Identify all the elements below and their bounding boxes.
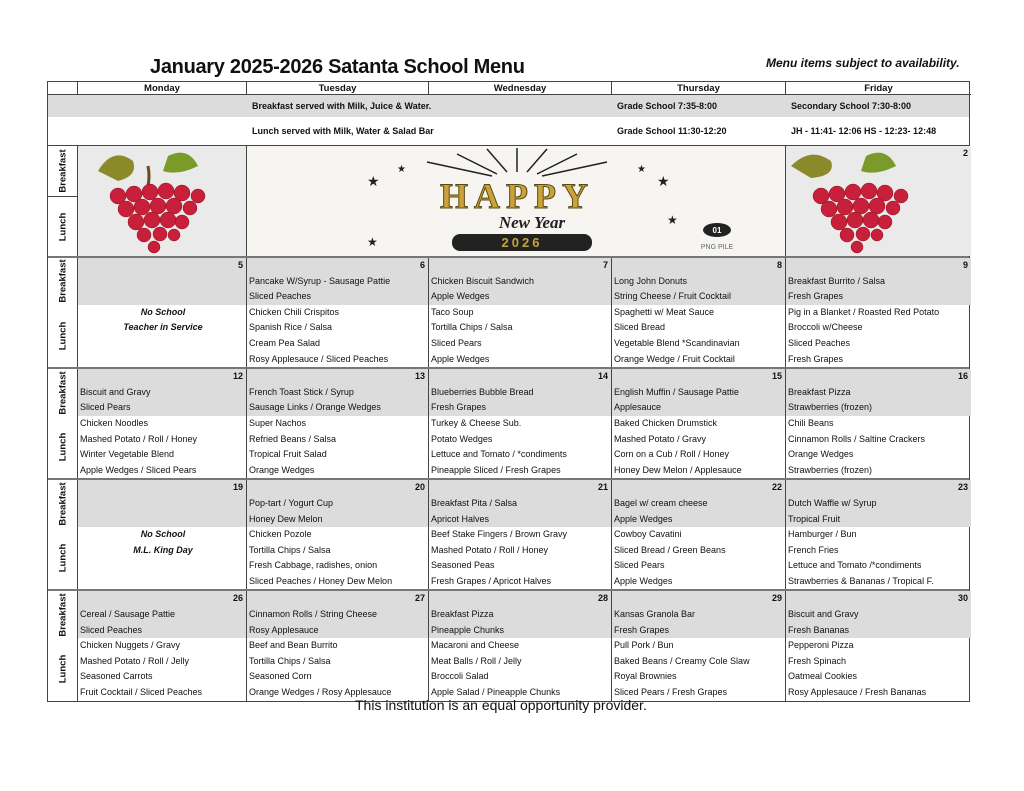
header-monday: Monday xyxy=(78,82,247,95)
day-number: 12 xyxy=(232,371,243,382)
menu-item: Sliced Pears xyxy=(431,337,482,348)
menu-item: Mashed Potato / Gravy xyxy=(614,433,707,444)
menu-item: Broccoli Salad xyxy=(431,671,489,682)
lunch-cell-monday xyxy=(78,305,247,367)
empty-line xyxy=(80,352,246,368)
menu-item: Breakfast Burrito / Salsa xyxy=(788,275,886,286)
day-number: 26 xyxy=(232,593,243,604)
happy-new-year-banner xyxy=(247,146,786,256)
day-number: 14 xyxy=(597,371,608,382)
menu-item: Cowboy Cavatini xyxy=(614,529,682,540)
lunch-cell-wednesday xyxy=(429,305,612,367)
menu-item: Fresh Grapes xyxy=(788,353,844,364)
menu-item: Biscuit and Gravy xyxy=(80,386,151,397)
breakfast-cell-wednesday xyxy=(429,591,612,638)
breakfast-row xyxy=(48,591,969,638)
info-blank xyxy=(78,117,247,145)
lunch-cell-wednesday xyxy=(429,527,612,589)
menu-item: French Fries xyxy=(788,544,839,555)
week-2 xyxy=(48,367,969,478)
menu-item: Potato Wedges xyxy=(431,433,493,444)
breakfast-label: Breakfast xyxy=(57,149,68,193)
menu-item: Tortilla Chips / Salsa xyxy=(249,655,331,666)
happy-new-year-image xyxy=(247,146,786,256)
menu-item: Cinnamon Rolls / String Cheese xyxy=(249,609,378,620)
lunch-side xyxy=(48,305,78,367)
menu-item: Bagel w/ cream cheese xyxy=(614,497,708,508)
day-number: 7 xyxy=(602,260,608,270)
week-3 xyxy=(48,478,969,589)
day-number: 30 xyxy=(957,593,968,604)
menu-item: Rosy Applesauce / Fresh Bananas xyxy=(788,687,927,698)
menu-item: Strawberries (frozen) xyxy=(788,464,873,475)
new-year-row xyxy=(48,145,969,256)
side-labels xyxy=(48,146,78,256)
lunch-cell-monday xyxy=(78,416,247,478)
day-number: 13 xyxy=(414,371,425,382)
banner-watermark: PNG PILE xyxy=(700,244,734,251)
menu-item: Breakfast Pizza xyxy=(788,386,851,397)
lunch-secondary-time: JH - 11:41- 12:06 HS - 12:23- 12:48 xyxy=(791,126,937,136)
lunch-label: Lunch xyxy=(57,321,68,351)
menu-item: Strawberries & Bananas / Tropical F. xyxy=(788,575,934,586)
banner-new-year: New Year xyxy=(498,213,566,232)
lunch-side xyxy=(48,416,78,478)
lunch-cell-tuesday xyxy=(247,305,429,367)
no-school-note: No School xyxy=(140,306,186,317)
menu-item: Seasoned Peas xyxy=(431,560,495,571)
day-number: 27 xyxy=(414,593,425,604)
lunch-cell-monday xyxy=(78,527,247,589)
day-number: 6 xyxy=(419,260,425,270)
breakfast-cell-wednesday xyxy=(429,369,612,416)
lunch-cell-tuesday xyxy=(247,416,429,478)
menu-item: Rosy Applesauce / Sliced Peaches xyxy=(249,353,389,364)
lunch-cell-tuesday xyxy=(247,638,429,700)
menu-item: Orange Wedge / Fruit Cocktail xyxy=(614,353,735,364)
banner-happy: HAPPY xyxy=(440,176,594,216)
menu-item: Meat Balls / Roll / Jelly xyxy=(431,655,522,666)
day-number: 19 xyxy=(232,482,243,493)
menu-calendar xyxy=(47,81,970,702)
breakfast-side xyxy=(48,369,78,416)
menu-item: Sliced Bread / Green Beans xyxy=(614,544,726,555)
header-thursday: Thursday xyxy=(612,82,786,95)
menu-item: Winter Vegetable Blend xyxy=(80,449,175,460)
breakfast-cell-friday xyxy=(786,591,971,638)
empty-line xyxy=(80,574,246,590)
lunch-cell-friday xyxy=(786,638,971,700)
menu-item: Sliced Pears xyxy=(614,560,665,571)
menu-item: Refried Beans / Salsa xyxy=(249,433,337,444)
day-number: 21 xyxy=(597,482,608,493)
menu-item: French Toast Stick / Syrup xyxy=(249,386,354,397)
day-number: 23 xyxy=(957,482,968,493)
menu-item xyxy=(80,289,246,305)
menu-item: Strawberries (frozen) xyxy=(788,402,873,413)
lunch-row xyxy=(48,527,969,589)
breakfast-side xyxy=(48,258,78,305)
menu-item: Orange Wedges xyxy=(788,449,854,460)
menu-item: Apple Wedges xyxy=(614,575,673,586)
lunch-cell-tuesday xyxy=(247,527,429,589)
menu-item: Lettuce and Tomato / *condiments xyxy=(431,449,567,460)
header-corner xyxy=(48,82,78,95)
lunch-cell-friday xyxy=(786,527,971,589)
menu-item: Applesauce xyxy=(614,402,662,413)
menu-item: Sliced Peaches / Honey Dew Melon xyxy=(249,575,393,586)
menu-item: Baked Chicken Drumstick xyxy=(614,417,718,428)
breakfast-row xyxy=(48,258,969,305)
lunch-side xyxy=(48,527,78,589)
menu-item: Sliced Peaches xyxy=(249,291,312,302)
svg-text:★: ★ xyxy=(637,164,646,175)
breakfast-cell-friday xyxy=(786,258,971,305)
day-number: 28 xyxy=(597,593,608,604)
menu-item: Apple Wedges / Sliced Pears xyxy=(80,464,197,475)
menu-item: Taco Soup xyxy=(431,306,474,317)
menu-item: Spanish Rice / Salsa xyxy=(249,322,333,333)
menu-item: Spaghetti w/ Meat Sauce xyxy=(614,306,715,317)
menu-item: Orange Wedges / Rosy Applesauce xyxy=(249,687,392,698)
week-1 xyxy=(48,256,969,367)
menu-item: Mashed Potato / Roll / Jelly xyxy=(80,655,190,666)
lunch-label: Lunch xyxy=(57,655,68,684)
menu-item: Breakfast Pita / Salsa xyxy=(431,497,518,508)
menu-item: Seasoned Carrots xyxy=(80,671,153,682)
lunch-row xyxy=(48,416,969,478)
svg-text:★: ★ xyxy=(397,164,406,175)
menu-item: English Muffin / Sausage Pattie xyxy=(614,386,739,397)
lunch-cell-thursday xyxy=(612,527,786,589)
menu-item: Chicken Chili Crispitos xyxy=(249,306,340,317)
lunch-side xyxy=(48,197,77,256)
menu-item: Broccoli w/Cheese xyxy=(788,322,863,333)
menu-item: Cereal / Sausage Pattie xyxy=(80,609,176,620)
menu-item: Sliced Peaches xyxy=(80,624,143,635)
menu-item: Blueberries Bubble Bread xyxy=(431,386,534,397)
breakfast-label: Breakfast xyxy=(57,370,68,415)
breakfast-row xyxy=(48,480,969,527)
day-number: 9 xyxy=(962,260,968,270)
day-number: 5 xyxy=(237,260,243,270)
breakfast-cell-monday xyxy=(78,258,247,305)
breakfast-info-row xyxy=(48,95,969,117)
menu-item: Corn on a Cub / Roll / Honey xyxy=(614,449,730,460)
menu-item: Fresh Grapes xyxy=(788,291,844,302)
lunch-cell-monday xyxy=(78,638,247,700)
breakfast-cell-friday xyxy=(786,480,971,527)
menu-item: Chili Beans xyxy=(788,417,834,428)
breakfast-label: Breakfast xyxy=(57,593,68,637)
menu-item: Sliced Pears xyxy=(80,402,131,413)
menu-item: Pull Pork / Bun xyxy=(614,640,674,651)
menu-item: Chicken Biscuit Sandwich xyxy=(431,275,535,286)
menu-item: Breakfast Pizza xyxy=(431,609,494,620)
menu-item: Pancake W/Syrup - Sausage Pattie xyxy=(249,275,391,286)
menu-item: Fresh Spinach xyxy=(788,655,847,666)
week-4 xyxy=(48,589,969,700)
menu-item: Honey Dew Melon / Applesauce xyxy=(614,464,742,475)
lunch-cell-friday xyxy=(786,305,971,367)
lunch-cell-wednesday xyxy=(429,638,612,700)
menu-item: Fresh Grapes xyxy=(431,402,487,413)
lunch-side xyxy=(48,638,78,700)
menu-item: Mashed Potato / Roll / Honey xyxy=(80,433,198,444)
menu-item: Apple Wedges xyxy=(614,513,673,524)
breakfast-cell-monday xyxy=(78,480,247,527)
menu-item: Apple Wedges xyxy=(431,291,490,302)
menu-item: Chicken Nuggets / Gravy xyxy=(80,640,181,651)
breakfast-cell-tuesday xyxy=(247,369,429,416)
menu-item: Fresh Bananas xyxy=(788,624,850,635)
grapes-image-friday xyxy=(786,146,971,256)
breakfast-cell-thursday xyxy=(612,480,786,527)
breakfast-side xyxy=(48,146,77,197)
no-school-note: Teacher in Service xyxy=(123,322,203,333)
breakfast-cell-monday xyxy=(78,369,247,416)
availability-note: Menu items subject to availability. xyxy=(766,56,960,70)
menu-item: Long John Donuts xyxy=(614,275,688,286)
menu-item: Beef Stake Fingers / Brown Gravy xyxy=(431,529,568,540)
menu-item: Sliced Pears / Fresh Grapes xyxy=(614,687,728,698)
menu-item: Oatmeal Cookies xyxy=(788,671,858,682)
breakfast-label: Breakfast xyxy=(57,482,68,526)
day-number: 2 xyxy=(962,148,968,158)
day-number: 22 xyxy=(771,482,782,493)
menu-item: Pepperoni Pizza xyxy=(788,640,854,651)
menu-item: Biscuit and Gravy xyxy=(788,609,859,620)
svg-text:★: ★ xyxy=(657,173,670,189)
lunch-cell-friday xyxy=(786,416,971,478)
grapes-icon xyxy=(786,146,961,256)
lunch-label: Lunch xyxy=(57,432,68,462)
menu-item: Pig in a Blanket / Roasted Red Potato xyxy=(788,306,940,317)
lunch-cell-thursday xyxy=(612,305,786,367)
info-side xyxy=(48,95,78,117)
svg-text:★: ★ xyxy=(367,173,380,189)
page-title: January 2025-2026 Satanta School Menu xyxy=(150,56,525,78)
banner-badge: 01 xyxy=(712,226,722,235)
menu-item: Royal Brownies xyxy=(614,671,677,682)
breakfast-label: Breakfast xyxy=(57,259,68,304)
lunch-cell-thursday xyxy=(612,416,786,478)
menu-item: Kansas Granola Bar xyxy=(614,609,696,620)
breakfast-cell-wednesday xyxy=(429,258,612,305)
day-number: 8 xyxy=(776,260,782,270)
breakfast-side xyxy=(48,591,78,638)
menu-item: Vegetable Blend *Scandinavian xyxy=(614,337,740,348)
breakfast-cell-tuesday xyxy=(247,591,429,638)
menu-item: Fruit Cocktail / Sliced Peaches xyxy=(80,687,203,698)
lunch-label: Lunch xyxy=(57,212,68,242)
menu-item: Chicken Noodles xyxy=(80,417,149,428)
breakfast-cell-monday xyxy=(78,591,247,638)
breakfast-cell-friday xyxy=(786,369,971,416)
menu-item: Fresh Cabbage, radishes, onion xyxy=(249,560,378,571)
grapes-image-monday xyxy=(78,146,247,256)
banner-year: 2026 xyxy=(501,235,543,250)
lunch-cell-thursday xyxy=(612,638,786,700)
menu-item: Fresh Grapes / Apricot Halves xyxy=(431,575,552,586)
weekday-header xyxy=(48,82,969,95)
no-school-note: No School xyxy=(140,529,186,540)
header-friday: Friday xyxy=(786,82,971,95)
breakfast-cell-tuesday xyxy=(247,480,429,527)
breakfast-cell-thursday xyxy=(612,258,786,305)
day-number: 29 xyxy=(771,593,782,604)
menu-item: Mashed Potato / Roll / Honey xyxy=(431,544,549,555)
menu-item: Hamburger / Bun xyxy=(788,529,857,540)
menu-item: Apple Wedges xyxy=(431,353,490,364)
menu-item: Baked Beans / Creamy Cole Slaw xyxy=(614,655,750,666)
menu-item: Sausage Links / Orange Wedges xyxy=(249,402,381,413)
menu-item: Seasoned Corn xyxy=(249,671,312,682)
breakfast-secondary-time: Secondary School 7:30-8:00 xyxy=(791,101,912,111)
breakfast-side xyxy=(48,480,78,527)
menu-item: Rosy Applesauce xyxy=(249,624,319,635)
grapes-icon xyxy=(78,146,247,256)
breakfast-cell-thursday xyxy=(612,591,786,638)
menu-item: Honey Dew Melon xyxy=(249,513,323,524)
menu-item: Pineapple Chunks xyxy=(431,624,505,635)
breakfast-cell-wednesday xyxy=(429,480,612,527)
menu-item: Pop-tart / Yogurt Cup xyxy=(249,497,334,508)
menu-item: Tortilla Chips / Salsa xyxy=(431,322,513,333)
menu-item: Tropical Fruit Salad xyxy=(249,449,327,460)
info-side xyxy=(48,117,78,145)
day-number: 16 xyxy=(957,371,968,382)
lunch-label: Lunch xyxy=(57,544,68,573)
no-school-note: M.L. King Day xyxy=(133,544,193,555)
menu-item: Apricot Halves xyxy=(431,513,490,524)
info-blank xyxy=(78,95,247,117)
lunch-row xyxy=(48,638,969,700)
menu-item: Dutch Waffle w/ Syrup xyxy=(788,497,877,508)
svg-text:★: ★ xyxy=(667,213,678,227)
empty-line xyxy=(80,558,246,574)
svg-text:★: ★ xyxy=(367,235,378,249)
menu-item: Chicken Pozole xyxy=(249,529,312,540)
lunch-info-row xyxy=(48,117,969,145)
day-number: 20 xyxy=(414,482,425,493)
menu-item: Tortilla Chips / Salsa xyxy=(249,544,331,555)
menu-item: Turkey & Cheese Sub. xyxy=(431,417,522,428)
menu-item xyxy=(80,496,246,512)
header-wednesday: Wednesday xyxy=(429,82,612,95)
menu-item: Fresh Grapes xyxy=(614,624,670,635)
menu-item: Beef and Bean Burrito xyxy=(249,640,338,651)
menu-item xyxy=(80,274,246,290)
menu-item: Super Nachos xyxy=(249,417,307,428)
breakfast-grade-time: Grade School 7:35-8:00 xyxy=(617,101,718,111)
lunch-info: Lunch served with Milk, Water & Salad Bar xyxy=(252,126,434,136)
menu-item: Macaroni and Cheese xyxy=(431,640,520,651)
menu-item: String Cheese / Fruit Cocktail xyxy=(614,291,732,302)
menu-item: Cream Pea Salad xyxy=(249,337,321,348)
menu-item: Pineapple Sliced / Fresh Grapes xyxy=(431,464,561,475)
breakfast-row xyxy=(48,369,969,416)
breakfast-cell-tuesday xyxy=(247,258,429,305)
menu-item xyxy=(80,512,246,528)
lunch-cell-wednesday xyxy=(429,416,612,478)
footer-statement: This institution is an equal opportunity provider. xyxy=(355,697,647,713)
weeks xyxy=(48,256,969,701)
menu-item: Lettuce and Tomato /*condiments xyxy=(788,560,922,571)
empty-line xyxy=(80,336,246,352)
menu-item: Apple Salad / Pineapple Chunks xyxy=(431,687,561,698)
header-tuesday: Tuesday xyxy=(247,82,429,95)
breakfast-info: Breakfast served with Milk, Juice & Water. xyxy=(252,101,432,111)
menu-item: Sliced Peaches xyxy=(788,337,851,348)
menu-item: Sliced Bread xyxy=(614,322,666,333)
breakfast-cell-thursday xyxy=(612,369,786,416)
menu-item: Orange Wedges xyxy=(249,464,315,475)
lunch-grade-time: Grade School 11:30-12:20 xyxy=(617,126,727,136)
menu-item: Cinnamon Rolls / Saltine Crackers xyxy=(788,433,926,444)
menu-item: Tropical Fruit xyxy=(788,513,841,524)
day-number: 15 xyxy=(771,371,782,382)
lunch-row xyxy=(48,305,969,367)
